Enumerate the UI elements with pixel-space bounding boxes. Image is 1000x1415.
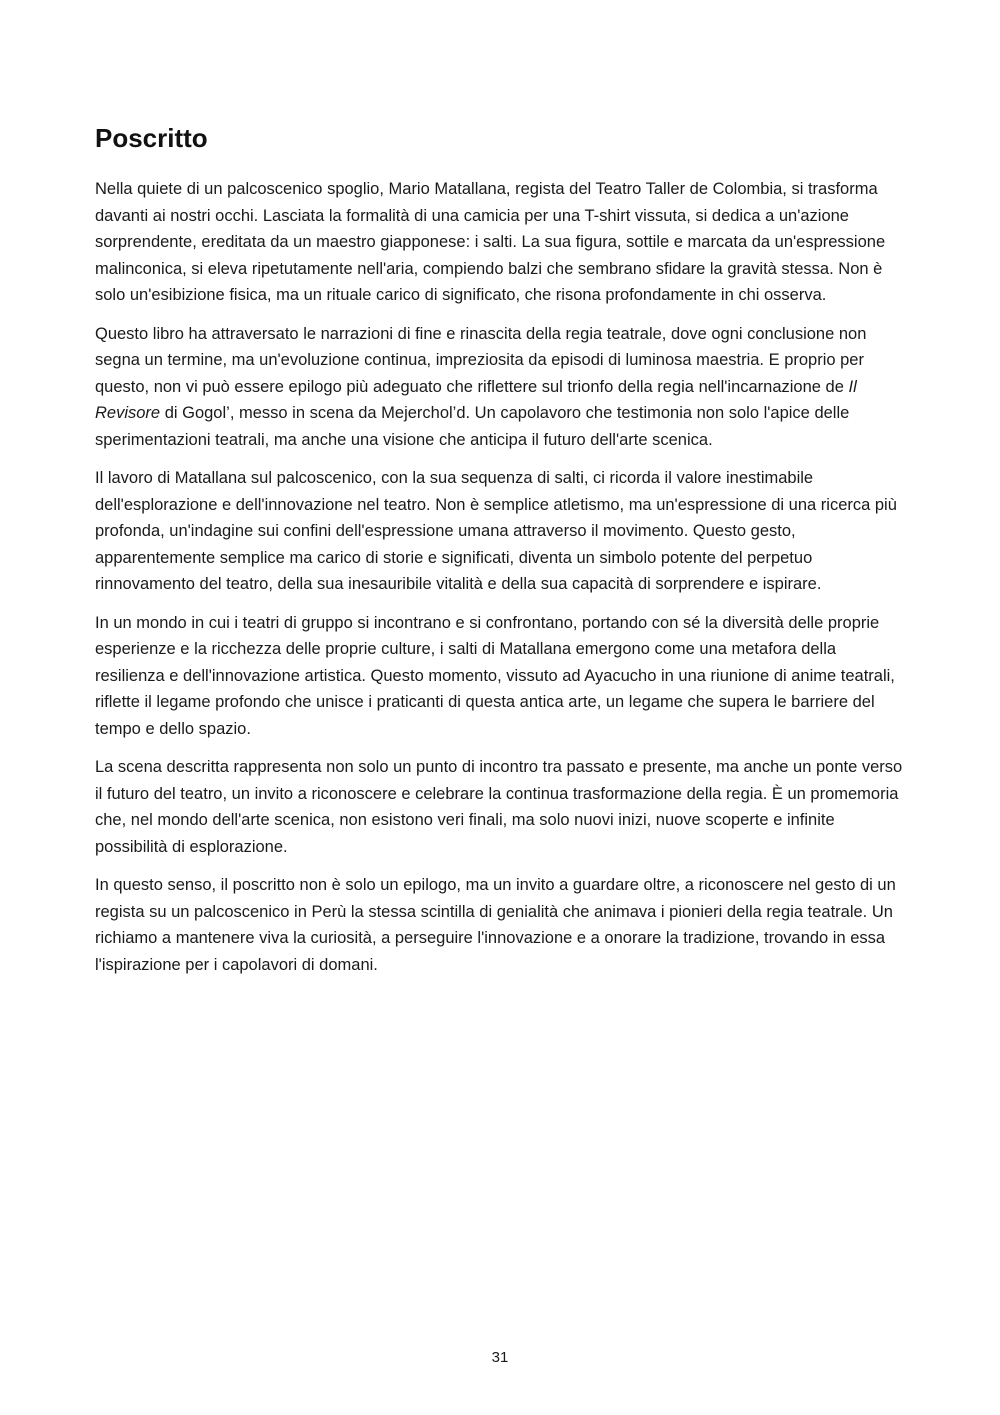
paragraph-2-after: di Gogol’, messo in scena da Mejerchol’d. Un capolavoro che testimonia non solo l'apice delle sperimentazioni teatrali, ma anche una visione che anticipa il futuro dell'arte scenica. [95, 404, 850, 449]
page-title: Poscritto [95, 123, 208, 153]
page-content [95, 118, 907, 990]
paragraph-3: Il lavoro di Matallana sul palcoscenico, con la sua sequenza di salti, ci ricorda il valore inestimabile dell'esplorazione e dell'innovazione nel teatro. Non è semplice atletismo, ma un'espressione di una ricerca più profonda, un'indagine sui confini dell'espressione umana attraverso il movimento. Questo gesto, apparentemente semplice ma carico di storie e significati, diventa un simbolo potente del perpetuo rinnovamento del teatro, della sua inesauribile vitalità e della sua capacità di sorprendere e ispirare. [95, 469, 897, 593]
paragraph-2 [95, 321, 907, 454]
paragraph-4: In un mondo in cui i teatri di gruppo si incontrano e si confrontano, portando con sé la diversità delle proprie esperienze e la ricchezza delle proprie culture, i salti di Matallana emergono come una metafora della resilienza e dell'innovazione artistica. Questo momento, vissuto ad Ayacucho in una riunione di anime teatrali, riflette il legame profondo che unisce i praticanti di questa antica arte, un legame che supera le barriere del tempo e dello spazio. [95, 613, 895, 738]
paragraph-5: La scena descritta rappresenta non solo un punto di incontro tra passato e presente, ma anche un ponte verso il futuro del teatro, un invito a riconoscere e celebrare la continua trasformazione della regia. È un promemoria che, nel mondo dell'arte scenica, non esistono veri finali, ma solo nuovi inizi, nuove scoperte e infinite possibilità di esplorazione. [95, 758, 903, 856]
book-title-italic: Il Revisore [95, 377, 857, 422]
paragraph-1: Nella quiete di un palcoscenico spoglio, Mario Matallana, regista del Teatro Taller de Colombia, si trasforma davanti ai nostri occhi. Lasciata la formalità di una camicia per una T-shirt vissuta, si dedica a un'azione sorprendente, ereditata da un maestro giapponese: i salti. La sua figura, sottile e marcata da un'espressione malinconica, si eleva ripetutamente nell'aria, compiendo balzi che sembrano sfidare la gravità stessa. Non è solo un'esibizione fisica, ma un rituale carico di significato, che risona profondamente in chi osserva. [95, 180, 886, 304]
paragraph-6: In questo senso, il poscritto non è solo un epilogo, ma un invito a guardare oltre, a riconoscere nel gesto di un regista su un palcoscenico in Perù la stessa scintilla di genialità che animava i pionieri della regia teatrale. Un richiamo a mantenere viva la curiosità, a perseguire l'innovazione e a onorare la tradizione, trovando in essa l'ispirazione per i capolavori di domani. [95, 876, 896, 974]
page-number: 31 [491, 1349, 509, 1366]
paragraph-2-before: Questo libro ha attraversato le narrazioni di fine e rinascita della regia teatrale, dove ogni conclusione non segna un termine, ma un'evoluzione continua, impreziosita da episodi di luminosa maestria. E proprio per questo, non vi può essere epilogo più adeguato che riflettere sul trionfo della regia nell'incarnazione de [95, 324, 867, 396]
